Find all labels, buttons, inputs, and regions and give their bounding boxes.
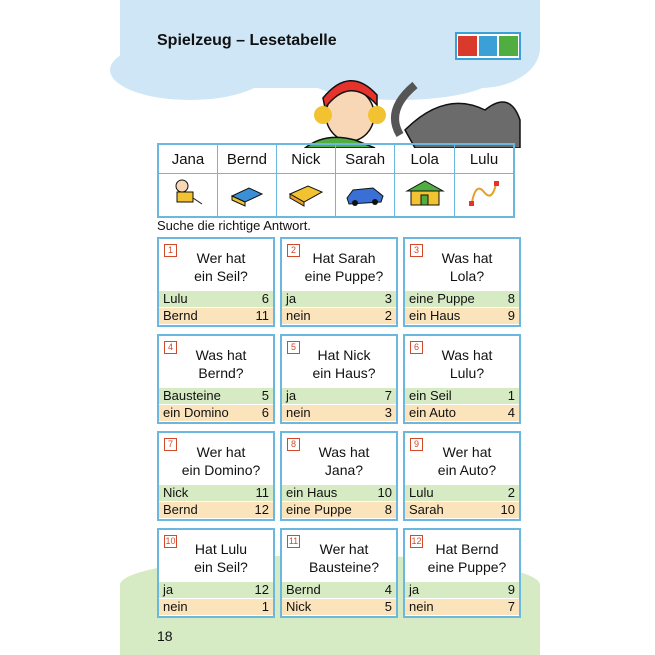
question-number: 9 [410, 438, 423, 451]
answer-row: ein Seil 1 [405, 388, 519, 404]
question-card [403, 431, 521, 521]
answer-row: nein 1 [159, 599, 273, 615]
question-number: 6 [410, 341, 423, 354]
name-cell: Lulu [454, 144, 514, 174]
question-number: 11 [288, 536, 299, 546]
answer-row: Lulu 6 [159, 291, 273, 307]
answer-row: nein 7 [405, 599, 519, 615]
answer-row: Sarah 10 [405, 502, 519, 518]
question-card [280, 431, 398, 521]
question-number: 4 [164, 341, 177, 354]
question-text: Hat Lulu ein Seil? [194, 541, 248, 575]
question-text: Wer hat ein Seil? [194, 250, 248, 284]
bricks-icon [217, 174, 276, 218]
question-text: Was hat Lola? [441, 250, 493, 284]
house-icon [395, 174, 455, 218]
answer-row: Bernd 11 [159, 308, 273, 324]
question-text: Hat Sarah eine Puppe? [304, 250, 384, 284]
instruction-text: Suche die richtige Antwort. [157, 218, 311, 233]
answer-row: Nick 11 [159, 485, 273, 501]
answer-row: Lulu 2 [405, 485, 519, 501]
rope-icon [454, 174, 514, 218]
answer-row: ja 9 [405, 582, 519, 598]
answer-row: eine Puppe 8 [405, 291, 519, 307]
question-card [403, 334, 521, 424]
question-number: 7 [164, 438, 177, 451]
question-number: 12 [411, 536, 422, 546]
reading-table [157, 143, 515, 218]
question-number: 8 [287, 438, 300, 451]
question-text: Wer hat Bausteine? [308, 541, 380, 575]
question-text: Was hat Bernd? [195, 347, 247, 381]
domino-icon [276, 174, 335, 218]
question-number: 1 [164, 244, 177, 257]
name-cell: Sarah [335, 144, 395, 174]
answer-row: ja 12 [159, 582, 273, 598]
question-number: 3 [410, 244, 423, 257]
name-cell: Jana [158, 144, 217, 174]
answer-row: Bausteine 5 [159, 388, 273, 404]
answer-row: Nick 5 [282, 599, 396, 615]
answer-row: Bernd 12 [159, 502, 273, 518]
question-text: Was hat Jana? [318, 444, 370, 478]
answer-row: ja 7 [282, 388, 396, 404]
name-cell: Lola [395, 144, 455, 174]
girl-and-wolf-illustration [295, 70, 525, 148]
name-cell: Bernd [217, 144, 276, 174]
question-text: Was hat Lulu? [441, 347, 493, 381]
page-title: Spielzeug – Lesetabelle [157, 32, 337, 49]
question-number: 2 [287, 244, 300, 257]
publisher-logo [455, 32, 521, 60]
question-card [280, 334, 398, 424]
question-card [280, 237, 398, 327]
question-text: Wer hat ein Auto? [437, 444, 497, 478]
question-text: Hat Bernd eine Puppe? [427, 541, 507, 575]
question-card [403, 528, 521, 618]
question-card [157, 528, 275, 618]
question-text: Hat Nick ein Haus? [312, 347, 376, 381]
doll-icon [158, 174, 217, 218]
question-number: 5 [287, 341, 300, 354]
answer-row: Bernd 4 [282, 582, 396, 598]
question-card [280, 528, 398, 618]
question-text: Wer hat ein Domino? [181, 444, 261, 478]
question-card [157, 431, 275, 521]
question-card [157, 334, 275, 424]
name-cell: Nick [276, 144, 335, 174]
answer-row: eine Puppe 8 [282, 502, 396, 518]
answer-row: ein Haus 10 [282, 485, 396, 501]
answer-row: nein 2 [282, 308, 396, 324]
car-icon [335, 174, 395, 218]
answer-row: ja 3 [282, 291, 396, 307]
question-card [403, 237, 521, 327]
answer-row: nein 3 [282, 405, 396, 421]
question-card [157, 237, 275, 327]
answer-row: ein Haus 9 [405, 308, 519, 324]
answer-row: ein Auto 4 [405, 405, 519, 421]
answer-row: ein Domino 6 [159, 405, 273, 421]
question-number: 10 [165, 536, 176, 546]
page-number: 18 [157, 628, 173, 644]
